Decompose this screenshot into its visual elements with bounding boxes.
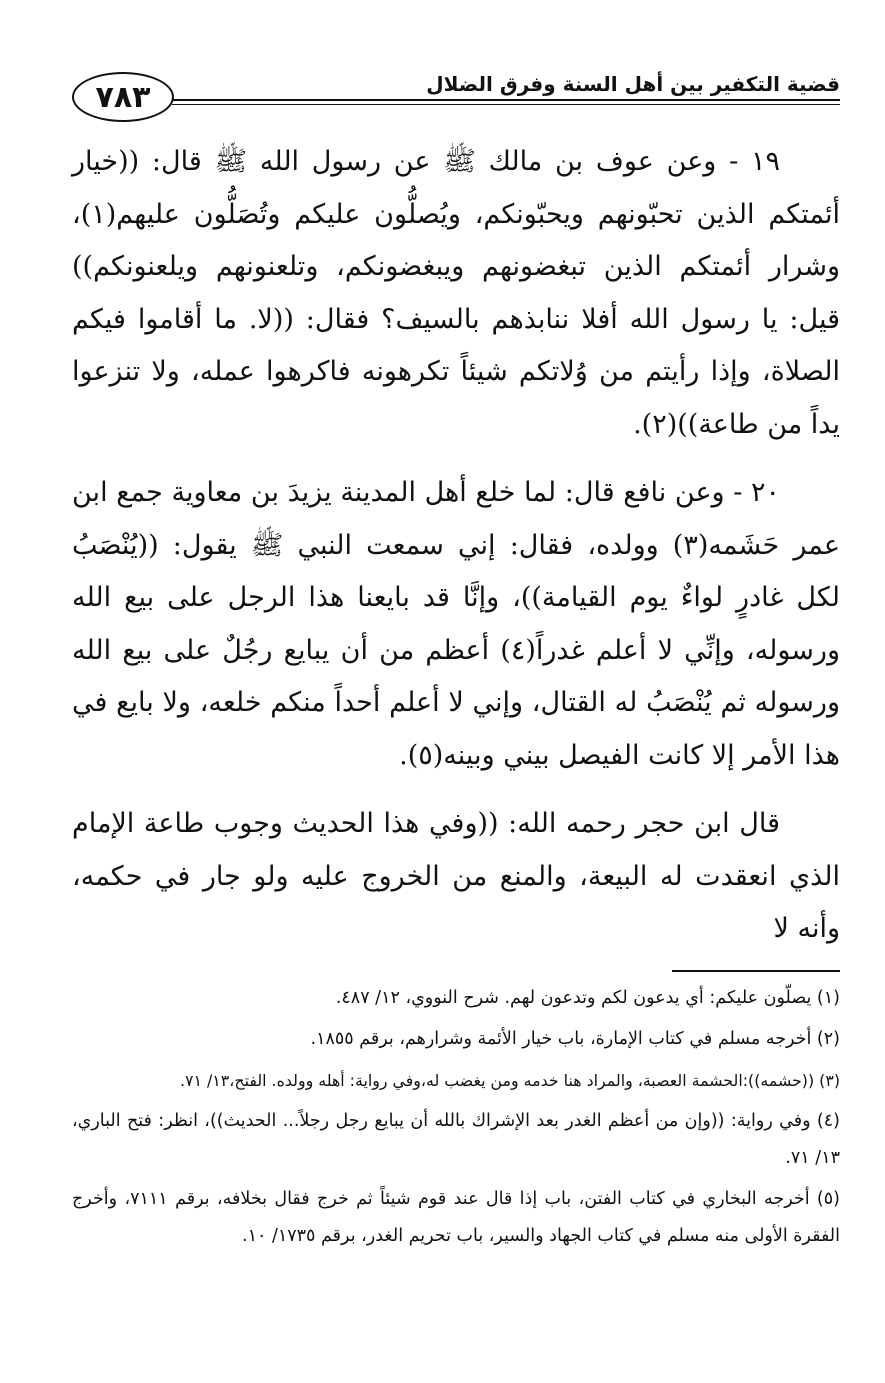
footnote-4: (٤) وفي رواية: ((وإن من أعظم الغدر بعد الإشراك بالله أن يبايع رجل رجلاً... الحديث))، انظر: فتح الباري، ١٣/ ٧١. xyxy=(72,1111,840,1168)
paragraph-hadith-19: ١٩ - وعن عوف بن مالك ﷺ عن رسول الله ﷺ قال: ((خيار أئمتكم الذين تحبّونهم ويحبّونكم، ويُصلُّون عليكم وتُصَلُّون عليهم(١)، وشرار أئمتكم الذين تبغضونهم ويبغضونكم، وتلعنونهم ويلعنونكم)) قيل: يا رسول الله أفلا ننابذهم بالسيف؟ فقال: ((لا. ما أقاموا فيكم الصلاة، وإذا رأيتم من وُلاتكم شيئاً تكرهونه فاكرهوا عمله، ولا تنزعوا يداً من طاعة))(٢). xyxy=(72,146,840,440)
page-number-text: ٧٨٣ xyxy=(95,79,151,115)
main-text xyxy=(72,136,840,972)
footnote-separator xyxy=(672,970,840,972)
footnote-1: (١) يصلّون عليكم: أي يدعون لكم وتدعون لهم. شرح النووي، ١٢/ ٤٨٧. xyxy=(335,988,840,1008)
footnote-2: (٢) أخرجه مسلم في كتاب الإمارة، باب خيار الأئمة وشرارهم، برقم ١٨٥٥. xyxy=(310,1029,840,1049)
paragraph-hadith-20: ٢٠ - وعن نافع قال: لما خلع أهل المدينة يزيدَ بن معاوية جمع ابن عمر حَشَمه(٣) وولده، فقال: إني سمعت النبي ﷺ يقول: ((يُنْصَبُ لكل غادرٍ لواءٌ يوم القيامة))، وإنَّا قد بايعنا هذا الرجل على بيع الله ورسوله، وإنِّي لا أعلم غدراً(٤) أعظم من أن يبايع رجُلٌ على بيع الله ورسوله ثم يُنْصَبُ له القتال، وإني لا أعلم أحداً منكم خلعه، ولا بايع في هذا الأمر إلا كانت الفيصل بيني وبينه(٥). xyxy=(72,477,840,771)
page-number xyxy=(72,72,174,122)
paragraph-ibn-hajar: قال ابن حجر رحمه الله: ((وفي هذا الحديث وجوب طاعة الإمام الذي انعقدت له البيعة، والمنع من الخروج عليه ولو جار في حكمه، وأنه لا xyxy=(72,808,840,944)
footnote-3: (٣) ((حشمه)):الحشمة العصبة، والمراد هنا خدمه ومن يغضب له،وفي رواية: أهله وولده. الفتح،١٣/ ٧١. xyxy=(179,1071,840,1090)
header-rule xyxy=(172,99,840,101)
header-rule-thin xyxy=(172,104,840,105)
footnote-5: (٥) أخرجه البخاري في كتاب الفتن، باب إذا قال عند قوم شيئاً ثم خرج فقال بخلافه، برقم ٧١١١، وأخرج الفقرة الأولى منه مسلم في كتاب الجهاد والسير، باب تحريم الغدر، برقم ١٧٣٥/ ١٠. xyxy=(72,1189,840,1246)
running-title: قضية التكفير بين أهل السنة وفرق الضلال xyxy=(426,72,840,96)
footnotes xyxy=(72,980,840,1259)
